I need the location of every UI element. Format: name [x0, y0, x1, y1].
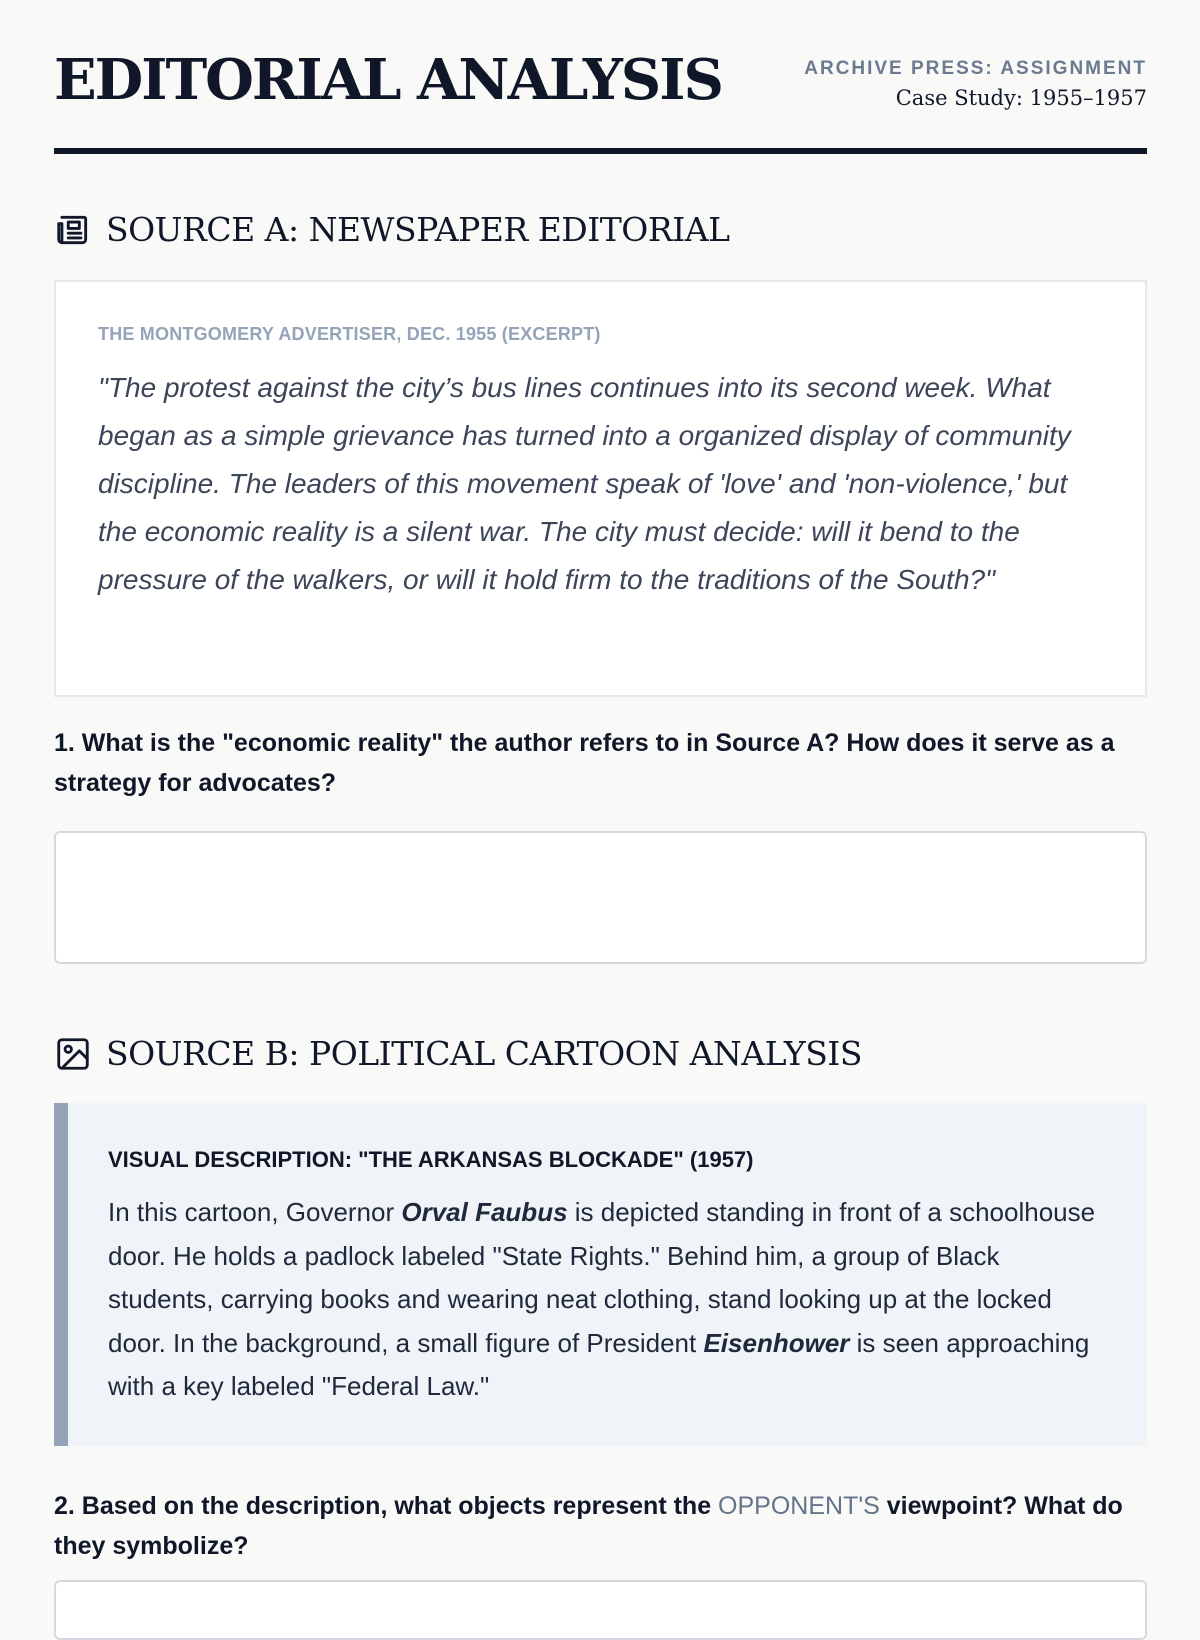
source-b-card	[54, 1103, 1147, 1446]
source-b-citation: VISUAL DESCRIPTION: "THE ARKANSAS BLOCKADE" (1957)	[108, 1147, 754, 1172]
question-2	[54, 1486, 1147, 1566]
case-study-date: Case Study: 1955–1957	[895, 86, 1147, 110]
question-2-text-2: viewpoint? What do they symbolize?	[54, 1492, 1123, 1560]
assignment-meta	[804, 58, 1147, 110]
source-a-citation: THE MONTGOMERY ADVERTISER, DEC. 1955 (EXCERPT)	[98, 324, 601, 344]
answer-2-field[interactable]	[54, 1580, 1147, 1640]
source-b-heading	[54, 1034, 862, 1073]
source-a-quote: "The protest against the city’s bus lines continues into its second week. What began as a simple grievance has turned into a organized display of community discipline. The leaders of this movement speak of 'love' and 'non-violence,' but the economic reality is a silent war. The city must decide: will it bend to the pressure of the walkers, or will it hold firm to the traditions of the South?"	[98, 372, 1071, 595]
newspaper-icon	[54, 211, 92, 249]
masthead	[54, 0, 1147, 154]
desc-text-3: is seen approaching with a key labeled "Federal Law."	[108, 1327, 1090, 1401]
question-2-text-1: 2. Based on the description, what objects represent the	[54, 1492, 719, 1520]
question-2-highlight: OPPONENT'S	[718, 1492, 880, 1520]
desc-text-2: is depicted standing in front of a schoolhouse door. He holds a padlock labeled "State Rights." Behind him, a group of Black students, carrying books and wearing neat clothing, stand looking up at the locked door. In the background, a small figure of President	[108, 1197, 1096, 1358]
desc-text-1: In this cartoon, Governor	[108, 1197, 402, 1227]
assignment-label: ARCHIVE PRESS: ASSIGNMENT	[804, 58, 1147, 79]
person-faubus: Orval Faubus	[401, 1197, 568, 1227]
page-title: EDITORIAL ANALYSIS	[54, 47, 722, 113]
worksheet-page	[54, 0, 1147, 1560]
question-1: 1. What is the "economic reality" the author refers to in Source A? How does it serve as a strategy for advocates?	[54, 729, 1115, 797]
answer-1-field[interactable]	[54, 831, 1147, 964]
source-a-heading	[54, 210, 730, 249]
source-b-title: SOURCE B: POLITICAL CARTOON ANALYSIS	[106, 1034, 862, 1073]
image-icon	[54, 1035, 92, 1073]
source-a-title: SOURCE A: NEWSPAPER EDITORIAL	[106, 210, 730, 249]
source-a-card	[54, 280, 1147, 697]
source-b-description	[108, 1191, 1108, 1409]
person-eisenhower: Eisenhower	[703, 1327, 850, 1358]
